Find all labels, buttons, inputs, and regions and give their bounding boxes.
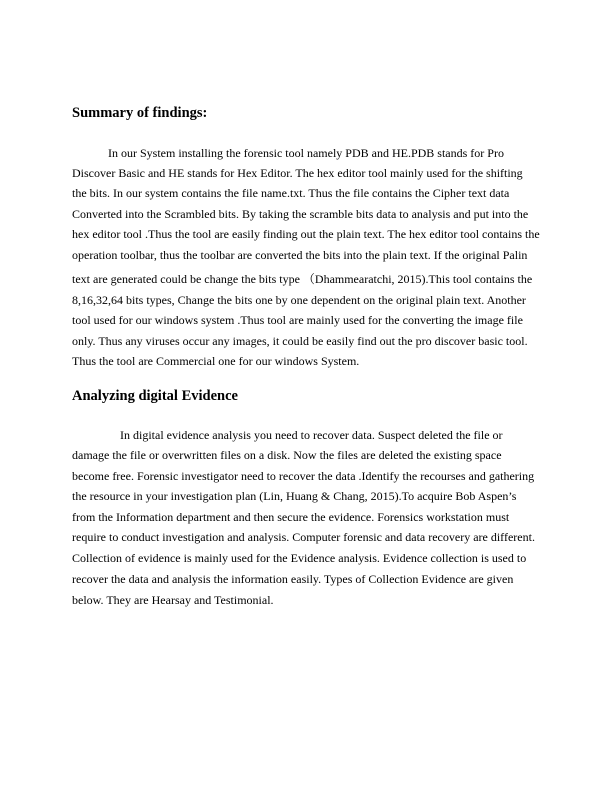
paragraph-line: the resource in your investigation plan (Lin, Huang & Chang, 2015).To acquire Bob Aspen’s bbox=[72, 489, 517, 503]
paragraph-line: below. They are Hearsay and Testimonial. bbox=[72, 593, 274, 607]
paragraph-line: recover the data and analysis the information easily. Types of Collection Evidence are given bbox=[72, 572, 514, 586]
section-heading-summary: Summary of findings: bbox=[72, 105, 208, 121]
paragraph-line: Discover Basic and HE stands for Hex Editor. The hex editor tool mainly used for the shifting bbox=[72, 166, 523, 180]
paragraph-line: become free. Forensic investigator need to recover the data .Identify the recourses and gathering bbox=[72, 469, 535, 483]
paragraph-line: damage the file or overwritten files on a disk. Now the files are deleted the existing space bbox=[72, 448, 502, 462]
paragraph-line: Converted into the Scrambled bits. By taking the scramble bits data to analysis and put into the bbox=[72, 207, 529, 221]
paragraph-line: text are generated could be change the bits type （Dhammearatchi, 2015).This tool contains the bbox=[72, 272, 533, 286]
paragraph-line: In digital evidence analysis you need to recover data. Suspect deleted the file or bbox=[120, 428, 503, 442]
paragraph-line: only. Thus any viruses occur any images, it could be easily find out the pro discover basic tool. bbox=[72, 334, 528, 348]
section-heading-analyzing: Analyzing digital Evidence bbox=[72, 388, 238, 404]
paragraph-line: tool used for our windows system .Thus tool are mainly used for the converting the image file bbox=[72, 313, 523, 327]
paragraph-line: operation toolbar, thus the toolbar are converted the bits into the plain text. If the original Palin bbox=[72, 248, 528, 262]
paragraph-line: Collection of evidence is mainly used for the Evidence analysis. Evidence collection is used to bbox=[72, 551, 527, 565]
paragraph-line: 8,16,32,64 bits types, Change the bits one by one dependent on the original plain text. Another bbox=[72, 293, 526, 307]
paragraph-line: Thus the tool are Commercial one for our windows System. bbox=[72, 354, 360, 368]
paragraph-line: the bits. In our system contains the file name.txt. Thus the file contains the Cipher text data bbox=[72, 186, 510, 200]
paragraph-line: In our System installing the forensic tool namely PDB and HE.PDB stands for Pro bbox=[108, 146, 504, 160]
paragraph-line: require to conduct investigation and analysis. Computer forensic and data recovery are different. bbox=[72, 530, 535, 544]
paragraph-line: hex editor tool .Thus the tool are easily finding out the plain text. The hex editor tool contains the bbox=[72, 227, 540, 241]
paragraph-line: from the Information department and then secure the evidence. Forensics workstation must bbox=[72, 510, 510, 524]
